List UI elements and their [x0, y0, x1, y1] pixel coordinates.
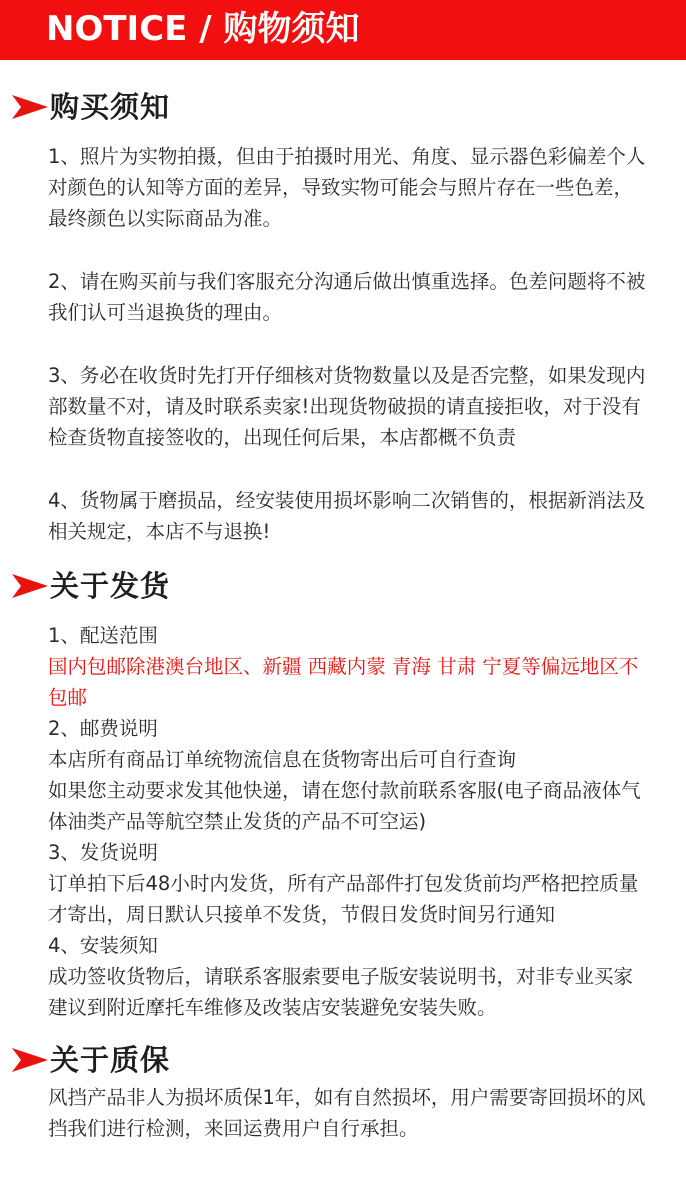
banner-title: NOTICE / 购物须知	[46, 9, 360, 49]
scope-heading: 1、配送范围	[48, 624, 158, 647]
purchase-item-1: 1、照片为实物拍摄，但由于拍摄时用光、角度、显示器色彩偏差个人对颜色的认知等方面的差异，导致实物可能会与照片存在一些色差，最终颜色以实际商品为准。	[48, 145, 646, 230]
install-text: 成功签收货物后，请联系客服索要电子版安装说明书，对非专业买家建议到附近摩托车维修及改装店安装避免安装失败。	[48, 965, 634, 1019]
section-header-purchase	[12, 87, 170, 127]
ship-heading: 3、发货说明	[48, 841, 158, 864]
notice-banner	[0, 0, 686, 60]
fee-text-1: 本店所有商品订单统物流信息在货物寄出后可自行查询	[48, 748, 517, 771]
purchase-item-3: 3、务必在收货时先打开仔细核对货物数量以及是否完整，如果发现内部数量不对，请及时联系卖家!出现货物破损的请直接拒收，对于没有检查货物直接签收的，出现任何后果，本店都概不负责	[48, 364, 646, 449]
purchase-item-4: 4、货物属于磨损品，经安装使用损坏影响二次销售的，根据新消法及相关规定，本店不与退换!	[48, 489, 646, 543]
warranty-text: 风挡产品非人为损坏质保1年，如有自然损坏，用户需要寄回损坏的风挡我们进行检测，来回运费用户自行承担。	[48, 1086, 646, 1140]
red-arrow-icon	[12, 574, 48, 598]
ship-text: 订单拍下后48小时内发货，所有产品部件打包发货前均严格把控质量才寄出，周日默认只接单不发货，节假日发货时间另行通知	[48, 872, 639, 926]
fee-text-2: 如果您主动要求发其他快递，请在您付款前联系客服(电子商品液体气体油类产品等航空禁止发货的产品不可空运)	[48, 779, 641, 833]
scope-notice: 国内包邮除港澳台地区、新疆 西藏内蒙 青海 甘肃 宁夏等偏远地区不包邮	[48, 655, 639, 709]
section-header-warranty	[12, 1040, 170, 1080]
red-arrow-icon	[12, 95, 48, 119]
red-arrow-icon	[12, 1048, 48, 1072]
fee-heading: 2、邮费说明	[48, 717, 158, 740]
section-title: 关于质保	[50, 1043, 171, 1077]
install-heading: 4、安装须知	[48, 934, 158, 957]
section-header-shipping	[12, 566, 170, 606]
purchase-item-2: 2、请在购买前与我们客服充分沟通后做出慎重选择。色差问题将不被我们认可当退换货的理由。	[48, 270, 646, 324]
section-title: 购买须知	[50, 90, 171, 124]
section-title: 关于发货	[50, 569, 171, 603]
